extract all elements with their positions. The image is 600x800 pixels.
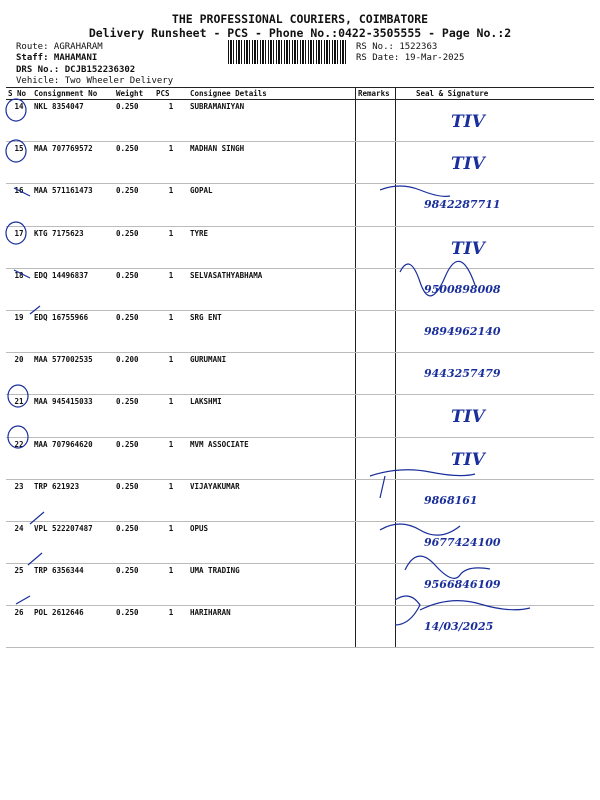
cell-sno: 15 <box>6 142 32 184</box>
signature-text: 9566846109 <box>424 578 501 592</box>
col-signature: Seal & Signature <box>396 88 595 100</box>
cell-sno: 22 <box>6 437 32 479</box>
signature-text: 9868161 <box>424 493 478 507</box>
col-pcs: PCS <box>154 88 188 100</box>
tick-mark <box>14 270 30 278</box>
cell-consignment: POL 2612646 <box>32 606 114 648</box>
cell-weight: 0.250 <box>114 142 154 184</box>
cell-weight: 0.250 <box>114 437 154 479</box>
cell-sno: 23 <box>6 479 32 521</box>
cell-pcs: 1 <box>154 564 188 606</box>
cell-consignment: TRP 621923 <box>32 479 114 521</box>
route-label: Route: AGRAHARAM <box>16 42 103 52</box>
cell-consignee: SRG ENT <box>188 310 356 352</box>
cell-sno: 16 <box>6 184 32 226</box>
cell-weight: 0.250 <box>114 100 154 142</box>
cell-consignee: SELVASATHYABHAMA <box>188 268 356 310</box>
col-sno: S No <box>6 88 32 100</box>
cell-pcs: 1 <box>154 606 188 648</box>
signature-stroke <box>380 524 460 535</box>
tick-mark <box>28 553 42 565</box>
cell-pcs: 1 <box>154 142 188 184</box>
cell-sno: 20 <box>6 353 32 395</box>
signature-text: 9500898008 <box>424 282 501 296</box>
cell-pcs: 1 <box>154 310 188 352</box>
signature-text: 14/03/2025 <box>424 620 494 634</box>
cell-weight: 0.250 <box>114 479 154 521</box>
cell-sno: 24 <box>6 521 32 563</box>
cell-sno: 26 <box>6 606 32 648</box>
cell-sno: 21 <box>6 395 32 437</box>
cell-weight: 0.250 <box>114 226 154 268</box>
cell-weight: 0.250 <box>114 184 154 226</box>
cell-consignment: EDQ 16755966 <box>32 310 114 352</box>
cell-pcs: 1 <box>154 226 188 268</box>
circle-mark <box>6 222 26 244</box>
tick-mark <box>16 596 30 604</box>
cell-consignee: TYRE <box>188 226 356 268</box>
cell-consignee: MADHAN SINGH <box>188 142 356 184</box>
cell-pcs: 1 <box>154 100 188 142</box>
tick-mark <box>14 188 30 196</box>
signature-text: 9842287711 <box>424 198 501 212</box>
cell-weight: 0.200 <box>114 353 154 395</box>
signature-text: TIV <box>451 449 485 470</box>
cell-consignment: VPL 522207487 <box>32 521 114 563</box>
cell-pcs: 1 <box>154 268 188 310</box>
signature-stroke <box>405 556 490 578</box>
tick-mark <box>30 306 40 314</box>
cell-consignee: LAKSHMI <box>188 395 356 437</box>
circle-mark <box>6 99 26 121</box>
cell-consignment: TRP 6356344 <box>32 564 114 606</box>
runsheet-title: Delivery Runsheet - PCS - Phone No.:0422-3505555 - Page No.:2 <box>88 26 512 40</box>
cell-sno: 17 <box>6 226 32 268</box>
cell-consignee: GURUMANI <box>188 353 356 395</box>
cell-consignee: MVM ASSOCIATE <box>188 437 356 479</box>
signature-stroke <box>370 470 475 498</box>
cell-weight: 0.250 <box>114 606 154 648</box>
signature-text: 9677424100 <box>424 535 501 549</box>
cell-weight: 0.250 <box>114 395 154 437</box>
cell-consignment: EDQ 14496837 <box>32 268 114 310</box>
col-remarks: Remarks <box>356 88 396 100</box>
cell-consignment: MAA 707964620 <box>32 437 114 479</box>
cell-consignee: HARIHARAN <box>188 606 356 648</box>
signature-text: TIV <box>451 407 485 428</box>
cell-consignment: KTG 7175623 <box>32 226 114 268</box>
rs-number: RS No.: 1522363 <box>356 42 438 52</box>
cell-weight: 0.250 <box>114 564 154 606</box>
cell-consignee: UMA TRADING <box>188 564 356 606</box>
signature-text: TIV <box>451 238 485 259</box>
cell-consignee: VIJAYAKUMAR <box>188 479 356 521</box>
circle-mark <box>8 426 28 448</box>
cell-sno: 18 <box>6 268 32 310</box>
cell-pcs: 1 <box>154 437 188 479</box>
cell-weight: 0.250 <box>114 310 154 352</box>
tick-mark <box>30 512 44 524</box>
cell-weight: 0.250 <box>114 521 154 563</box>
signature-text: 9894962140 <box>424 324 501 338</box>
circle-mark <box>6 140 26 162</box>
col-consignment: Consignment No <box>32 88 114 100</box>
cell-consignee: GOPAL <box>188 184 356 226</box>
cell-consignment: MAA 571161473 <box>32 184 114 226</box>
cell-pcs: 1 <box>154 395 188 437</box>
cell-consignment: MAA 945415033 <box>32 395 114 437</box>
drs-label: DRS No.: DCJB152236302 <box>16 65 136 75</box>
rs-date: RS Date: 19-Mar-2025 <box>356 53 465 63</box>
signature-text: TIV <box>451 154 485 175</box>
cell-pcs: 1 <box>154 521 188 563</box>
signature-stroke <box>400 261 475 296</box>
cell-consignment: MAA 577002535 <box>32 353 114 395</box>
cell-consignment: MAA 707769572 <box>32 142 114 184</box>
col-weight: Weight <box>114 88 154 100</box>
company-title: THE PROFESSIONAL COURIERS, COIMBATORE <box>171 12 429 26</box>
vehicle-label: Vehicle: Two Wheeler Delivery <box>16 76 174 86</box>
cell-consignee: SUBRAMANIYAN <box>188 100 356 142</box>
cell-pcs: 1 <box>154 479 188 521</box>
cell-weight: 0.250 <box>114 268 154 310</box>
circle-mark <box>8 385 28 407</box>
cell-consignee: OPUS <box>188 521 356 563</box>
cell-consignment: NKL 8354047 <box>32 100 114 142</box>
signature-text: 9443257479 <box>424 367 501 381</box>
cell-sno: 14 <box>6 100 32 142</box>
cell-pcs: 1 <box>154 353 188 395</box>
cell-sno: 25 <box>6 564 32 606</box>
cell-pcs: 1 <box>154 184 188 226</box>
cell-sno: 19 <box>6 310 32 352</box>
signature-stroke <box>380 186 450 196</box>
col-consignee: Consignee Details <box>188 88 356 100</box>
signature-text: TIV <box>451 112 485 132</box>
staff-label: Staff: MAHAMANI <box>16 53 98 63</box>
signature-stroke <box>395 596 530 625</box>
